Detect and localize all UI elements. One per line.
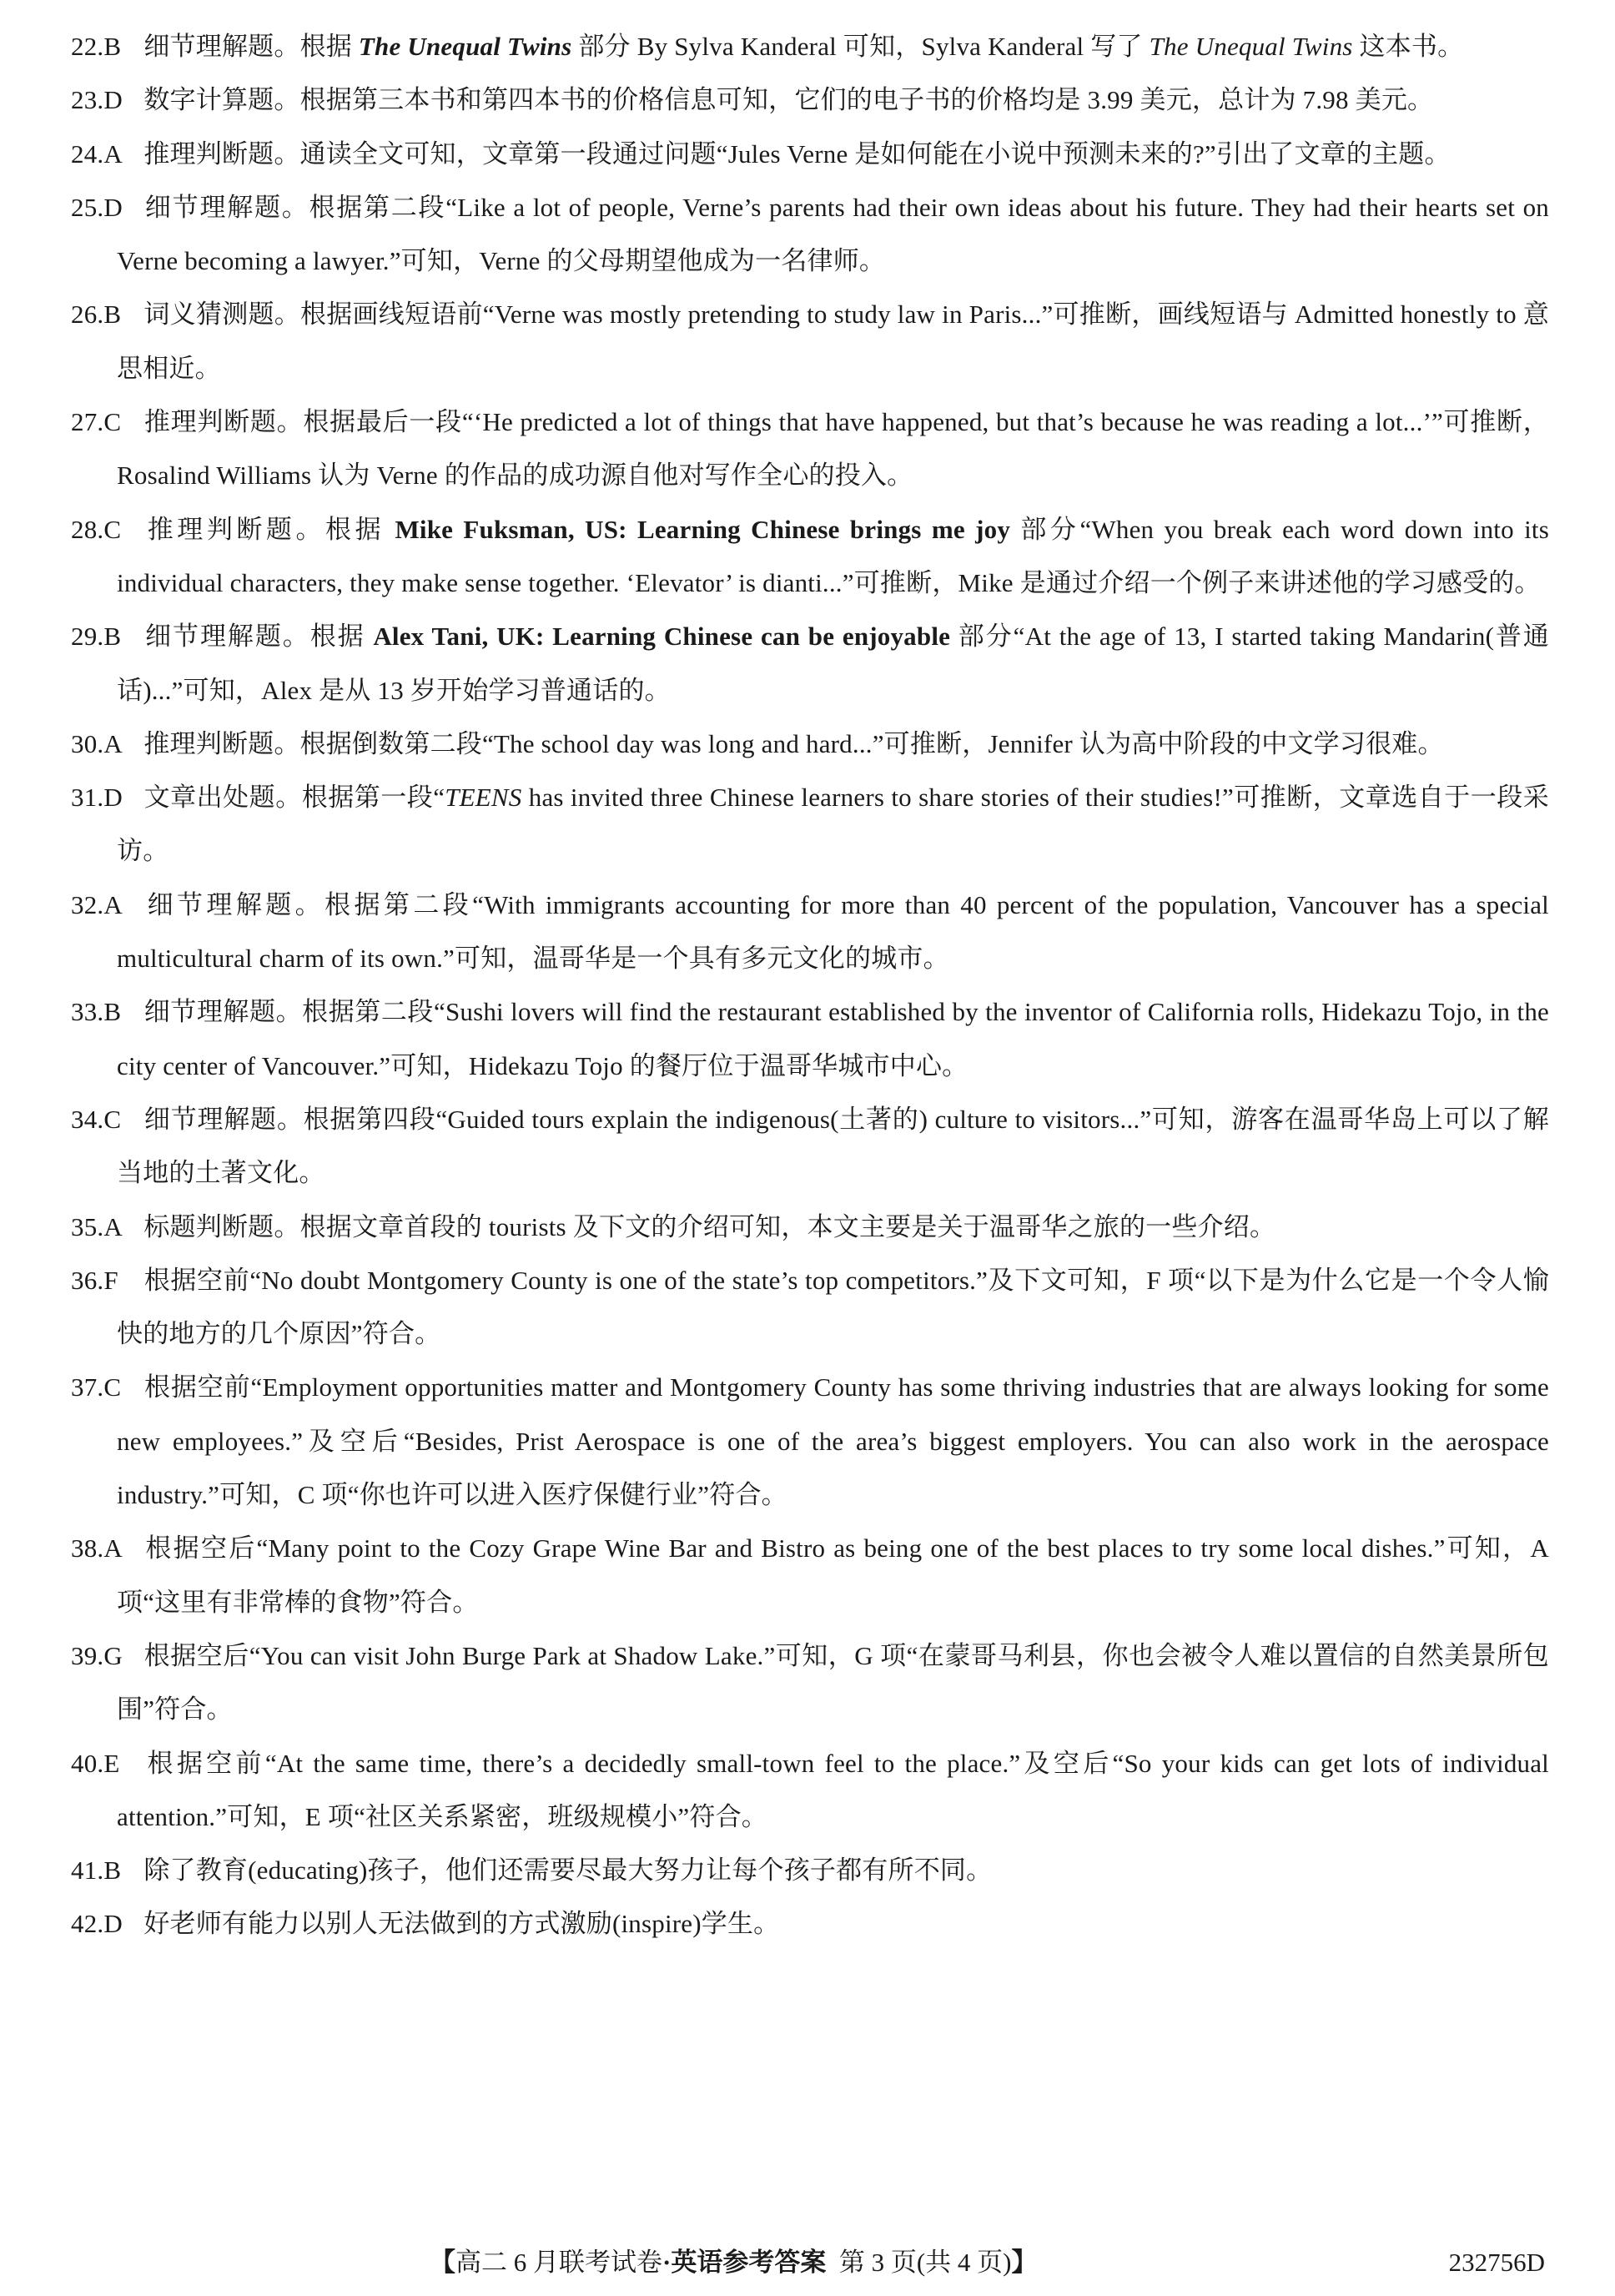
question-number: 31.: [71, 783, 104, 813]
answer-item: [71, 395, 1549, 503]
question-number: 33.: [71, 997, 104, 1027]
footer-exam-name: 高二 6 月联考试卷: [455, 2248, 662, 2277]
answer-letter: A: [103, 1211, 123, 1241]
answer-letter: C: [103, 407, 122, 437]
question-number: 29.: [71, 622, 104, 652]
answer-letter: B: [103, 622, 122, 652]
answer-item: [71, 1897, 1549, 1951]
explanation-text: 这本书。: [1352, 32, 1464, 61]
explanation-text: 推理判断题。根据最后一段“‘He predicted a lot of things that have happened, but that’s because he was reading a lot...’”可推断，Rosalind Williams 认为 Verne 的作品的成功源自他对写作全心的投入。: [117, 407, 1549, 491]
explanation-text: 标题判断题。根据文章首段的 tourists 及下文的介绍可知，本文主要是关于温哥华之旅的一些介绍。: [143, 1211, 1276, 1241]
answer-letter: A: [103, 889, 123, 919]
question-number: 28.: [71, 514, 104, 544]
answer-letter: D: [103, 1909, 123, 1939]
answer-letter: D: [103, 85, 123, 115]
explanation-text: 根据空后“You can visit John Burge Park at Shadow Lake.”可知，G 项“在蒙哥马利县，你也会被令人难以置信的自然美景所包围”符合。: [117, 1640, 1549, 1725]
question-number: 27.: [71, 407, 104, 437]
question-number: 24.: [71, 138, 104, 169]
answer-item: [71, 1522, 1549, 1629]
explanation-text: 细节理解题。根据第二段“Like a lot of people, Verne’s parents had their own ideas about his future. They had their hearts set on Verne becoming a lawyer.”可知，Verne 的父母期望他成为一名律师。: [117, 192, 1549, 276]
explanation-text: 细节理解题。根据第二段“Sushi lovers will find the restaurant established by the inventor of California rolls, Hidekazu Tojo, in the city center of Vancouver.”可知，Hidekazu Tojo 的餐厅位于温哥华城市中心。: [117, 997, 1549, 1080]
answer-item: [71, 610, 1549, 718]
emphasized-title: TEENS: [445, 783, 522, 813]
question-number: 35.: [71, 1211, 104, 1241]
answer-item: [71, 181, 1549, 289]
answer-letter: B: [103, 300, 122, 330]
answer-letter: D: [103, 192, 123, 222]
answer-letter: A: [103, 138, 123, 169]
question-number: 38.: [71, 1533, 104, 1563]
answer-letter: C: [103, 1104, 122, 1134]
explanation-text: 根据空前“No doubt Montgomery County is one of the state’s top competitors.”及下文可知，F 项“以下是为什么它是一个令人愉快的地方的几个原因”符合。: [117, 1265, 1549, 1349]
answer-item: [71, 718, 1549, 771]
answer-letter: F: [103, 1265, 118, 1295]
explanation-text: 部分 By Sylva Kanderal 可知，Sylva Kanderal 写了: [571, 32, 1150, 61]
answer-letter: B: [103, 32, 122, 61]
explanation-text: 部分“At the age of 13, I started taking Mandarin(普通话)...”可知，Alex 是从 13 岁开始学习普通话的。: [117, 622, 1549, 705]
answer-letter: A: [103, 1533, 123, 1563]
footer-separator: ·: [662, 2248, 672, 2277]
explanation-text: 根据空前“Employment opportunities matter and Montgomery County has some thriving industries that are always looking for some new employees.”及空后“Besides, Prist Aerospace is one of the area’s biggest employers. You can also work in the aerospace industry.”可知，C 项“你也许可以进入医疗保健行业”符合。: [117, 1372, 1549, 1510]
answer-letter: E: [103, 1748, 120, 1778]
footer-doc-code: 232756D: [1448, 2248, 1545, 2277]
answer-item: [71, 1254, 1549, 1362]
explanation-text: has invited three Chinese learners to share stories of their studies!”可推断，文章选自于一段采访。: [117, 783, 1549, 866]
answer-item: [71, 128, 1549, 181]
explanation-text: 推理判断题。通读全文可知，文章第一段通过问题“Jules Verne 是如何能在小说中预测未来的?”引出了文章的主题。: [143, 138, 1451, 169]
explanation-text: 根据空前“At the same time, there’s a decidedly small-town feel to the place.”及空后“So your kids can get lots of individual attention.”可知，E 项“社区关系紧密，班级规模小”符合。: [117, 1748, 1549, 1831]
page-footer: [0, 2246, 1615, 2279]
explanation-text: 细节理解题。根据: [143, 32, 359, 61]
footer-close-bracket: 】: [1011, 2248, 1038, 2277]
answer-letter: C: [103, 1372, 122, 1402]
answer-item: [71, 879, 1549, 986]
explanation-text: 词义猜测题。根据画线短语前“Verne was mostly pretending to study law in Paris...”可推断，画线短语与 Admitted honestly to 意思相近。: [117, 300, 1549, 383]
footer-subject: 英语参考答案: [671, 2248, 827, 2277]
question-number: 23.: [71, 85, 104, 115]
explanation-text: 推理判断题。根据倒数第二段“The school day was long and hard...”可推断，Jennifer 认为高中阶段的中文学习很难。: [143, 728, 1444, 758]
answer-item: [71, 73, 1549, 127]
answer-item: [71, 1093, 1549, 1201]
question-number: 39.: [71, 1640, 104, 1670]
answer-item: [71, 20, 1549, 73]
footer-title: [430, 2246, 1038, 2279]
explanation-text: 细节理解题。根据第二段“With immigrants accounting for more than 40 percent of the population, Vancouver has a special multicultural charm of its own.”可知，温哥华是一个具有多元文化的城市。: [117, 889, 1549, 974]
question-number: 40.: [71, 1748, 104, 1778]
explanation-text: 除了教育(educating)孩子，他们还需要尽最大努力让每个孩子都有所不同。: [143, 1855, 993, 1886]
answer-item: [71, 1737, 1549, 1845]
question-number: 41.: [71, 1855, 104, 1886]
answer-key-document: [71, 20, 1549, 1951]
question-number: 36.: [71, 1265, 104, 1295]
explanation-text: 推理判断题。根据: [143, 514, 395, 544]
answer-item: [71, 503, 1549, 611]
answer-item: [71, 1629, 1549, 1737]
answer-item: [71, 288, 1549, 395]
explanation-text: 部分“When you break each word down into its individual characters, they make sense together. ‘Elevator’ is dianti...”可推断，Mike 是通过介绍一个例子来讲述他的学习感受的。: [117, 514, 1549, 597]
emphasized-title: Mike Fuksman, US: Learning Chinese brings me joy: [395, 514, 1011, 544]
answer-item: [71, 771, 1549, 879]
answer-letter: B: [103, 1855, 122, 1886]
explanation-text: 细节理解题。根据第四段“Guided tours explain the indigenous(土著的) culture to visitors...”可知，游客在温哥华岛上可以了解当地的土著文化。: [117, 1104, 1549, 1188]
answer-letter: G: [103, 1640, 123, 1670]
answer-letter: C: [103, 514, 122, 544]
explanation-text: 细节理解题。根据: [143, 622, 374, 652]
emphasized-title: Alex Tani, UK: Learning Chinese can be enjoyable: [373, 622, 951, 652]
answer-letter: B: [103, 997, 122, 1027]
answer-item: [71, 985, 1549, 1093]
answer-letter: A: [103, 728, 123, 758]
question-number: 32.: [71, 889, 104, 919]
question-number: 30.: [71, 728, 104, 758]
question-number: 42.: [71, 1909, 104, 1939]
footer-page-number: 第 3 页(共 4 页): [838, 2248, 1012, 2277]
explanation-text: 数字计算题。根据第三本书和第四本书的价格信息可知，它们的电子书的价格均是 3.99 美元，总计为 7.98 美元。: [143, 85, 1434, 115]
question-number: 25.: [71, 192, 104, 222]
explanation-text: 文章出处题。根据第一段“: [143, 783, 445, 813]
answer-item: [71, 1844, 1549, 1897]
answer-item: [71, 1361, 1549, 1522]
answer-item: [71, 1201, 1549, 1254]
question-number: 22.: [71, 32, 104, 61]
emphasized-title: The Unequal Twins: [358, 32, 572, 61]
answer-letter: D: [103, 783, 123, 813]
explanation-text: 好老师有能力以别人无法做到的方式激励(inspire)学生。: [143, 1909, 780, 1939]
emphasized-title: The Unequal Twins: [1149, 32, 1353, 61]
explanation-text: 根据空后“Many point to the Cozy Grape Wine Bar and Bistro as being one of the best places to try some local dishes.”可知，A 项“这里有非常棒的食物”符合。: [117, 1533, 1549, 1617]
footer-open-bracket: 【: [430, 2248, 455, 2277]
question-number: 34.: [71, 1104, 104, 1134]
question-number: 37.: [71, 1372, 104, 1402]
question-number: 26.: [71, 300, 104, 330]
